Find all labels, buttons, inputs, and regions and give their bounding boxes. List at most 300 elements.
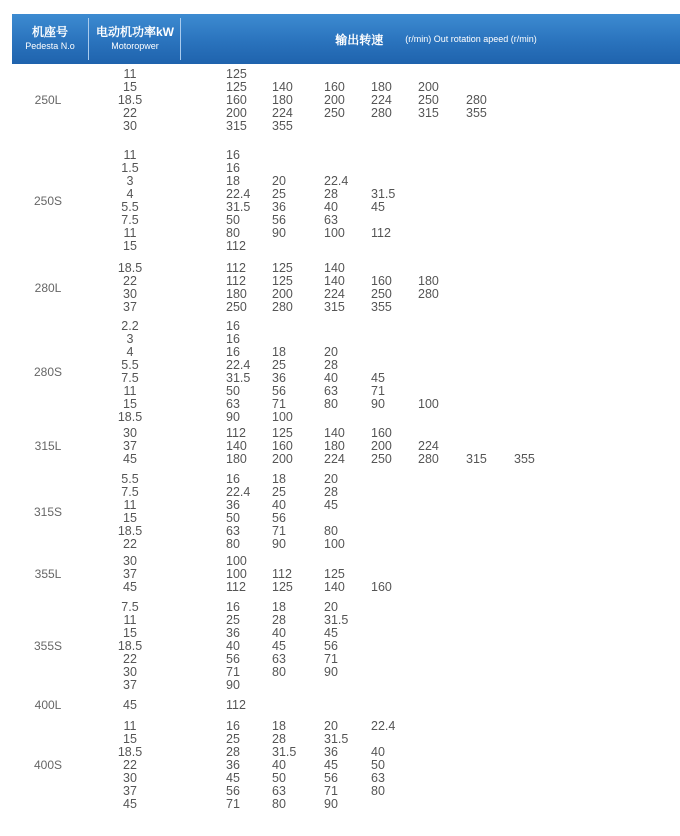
output-speed-value: 71 xyxy=(272,524,286,538)
output-speed-list xyxy=(226,320,666,424)
motor-power-value: 2.2 xyxy=(121,319,139,333)
output-speed-value: 20 xyxy=(324,345,338,359)
motor-power-value: 37 xyxy=(123,784,137,798)
output-speed-value: 200 xyxy=(272,287,293,301)
motor-power-value: 11 xyxy=(123,719,137,733)
output-speed-value: 31.5 xyxy=(324,732,349,746)
header-power-cn: 电动机功率kW xyxy=(95,25,174,39)
output-speed-value: 250 xyxy=(371,452,392,466)
output-speed-list xyxy=(226,68,666,133)
output-speed-value: 16 xyxy=(226,319,240,333)
table-row xyxy=(0,149,680,253)
output-speed-value: 90 xyxy=(272,226,286,240)
output-speed-value: 50 xyxy=(371,758,385,772)
motor-power-value: 45 xyxy=(123,797,137,811)
output-speed-value: 180 xyxy=(226,287,247,301)
table-row xyxy=(0,601,680,692)
pedestal-number: 400S xyxy=(33,758,63,772)
motor-power-value: 37 xyxy=(123,300,137,314)
output-speed-value: 80 xyxy=(371,784,385,798)
motor-power-list xyxy=(92,262,168,314)
output-speed-line xyxy=(226,640,666,653)
output-speed-value: 71 xyxy=(324,784,338,798)
output-speed-value: 112 xyxy=(371,226,391,240)
output-speed-line xyxy=(226,512,666,525)
motor-power-value: 45 xyxy=(123,580,137,594)
output-speed-line xyxy=(226,411,666,424)
output-speed-value: 56 xyxy=(226,784,240,798)
output-speed-value: 71 xyxy=(324,652,338,666)
output-speed-value: 56 xyxy=(324,771,338,785)
pedestal-number: 355L xyxy=(34,567,62,581)
output-speed-line xyxy=(226,679,666,692)
output-speed-value: 25 xyxy=(226,732,240,746)
output-speed-value: 16 xyxy=(226,161,240,175)
output-speed-value: 125 xyxy=(226,80,247,94)
motor-power-value: 15 xyxy=(123,732,137,746)
output-speed-value: 36 xyxy=(226,498,240,512)
output-speed-value: 63 xyxy=(324,213,338,227)
output-speed-value: 50 xyxy=(226,511,240,525)
output-speed-line xyxy=(226,227,666,240)
pedestal-number: 315L xyxy=(34,439,62,453)
output-speed-line xyxy=(226,346,666,359)
output-speed-list xyxy=(226,555,666,594)
output-speed-value: 160 xyxy=(272,439,293,453)
output-speed-value: 20 xyxy=(324,600,338,614)
output-speed-value: 224 xyxy=(324,287,345,301)
motor-power-value: 7.5 xyxy=(121,213,139,227)
output-speed-value: 56 xyxy=(226,652,240,666)
output-speed-value: 160 xyxy=(226,93,247,107)
output-speed-value: 355 xyxy=(272,119,293,133)
motor-power-value: 15 xyxy=(123,626,137,640)
header-pedestal-cn: 机座号 xyxy=(31,25,68,39)
motor-power-list xyxy=(92,149,168,253)
motor-power-list xyxy=(92,555,168,594)
output-speed-value: 22.4 xyxy=(324,174,349,188)
output-speed-value: 224 xyxy=(418,439,439,453)
output-speed-line xyxy=(226,162,666,175)
output-speed-line xyxy=(226,614,666,627)
table-row xyxy=(0,68,680,133)
output-speed-value: 71 xyxy=(226,665,240,679)
output-speed-line xyxy=(226,499,666,512)
output-speed-value: 250 xyxy=(324,106,345,120)
motor-power-value: 45 xyxy=(123,452,137,466)
motor-power-value: 11 xyxy=(123,613,137,627)
motor-power-value: 37 xyxy=(123,678,137,692)
output-speed-value: 280 xyxy=(418,452,439,466)
output-speed-value: 40 xyxy=(371,745,385,759)
output-speed-value: 355 xyxy=(371,300,392,314)
output-speed-value: 36 xyxy=(272,200,286,214)
output-speed-value: 20 xyxy=(324,719,338,733)
output-speed-list xyxy=(226,473,666,551)
motor-power-value: 18.5 xyxy=(117,524,143,538)
motor-power-value: 15 xyxy=(123,397,137,411)
motor-power-value: 15 xyxy=(123,511,137,525)
motor-power-value: 7.5 xyxy=(121,371,139,385)
output-speed-value: 80 xyxy=(324,397,338,411)
output-speed-value: 100 xyxy=(226,554,247,568)
table-row xyxy=(0,699,680,712)
output-speed-value: 125 xyxy=(272,580,293,594)
output-speed-value: 180 xyxy=(272,93,293,107)
output-speed-value: 28 xyxy=(324,485,338,499)
output-speed-value: 50 xyxy=(226,384,240,398)
output-speed-value: 125 xyxy=(324,567,345,581)
pedestal-number: 400L xyxy=(34,698,62,712)
output-speed-value: 36 xyxy=(226,758,240,772)
header-speed-cn: 输出转速 xyxy=(335,32,384,47)
output-speed-value: 355 xyxy=(514,452,535,466)
output-speed-value: 280 xyxy=(272,300,293,314)
output-speed-line xyxy=(226,785,666,798)
motor-power-value: 30 xyxy=(123,665,137,679)
output-speed-value: 112 xyxy=(272,567,292,581)
motor-power-list xyxy=(92,427,168,466)
output-speed-value: 125 xyxy=(272,261,293,275)
output-speed-value: 16 xyxy=(226,148,240,162)
output-speed-value: 100 xyxy=(324,537,345,551)
motor-power-value: 3 xyxy=(126,174,134,188)
output-speed-value: 180 xyxy=(324,439,345,453)
output-speed-value: 355 xyxy=(466,106,487,120)
output-speed-line xyxy=(226,653,666,666)
output-speed-value: 224 xyxy=(371,93,392,107)
output-speed-value: 140 xyxy=(324,261,345,275)
output-speed-value: 280 xyxy=(371,106,392,120)
table-row xyxy=(0,262,680,314)
motor-power-value: 4 xyxy=(126,187,134,201)
motor-power-value: 22 xyxy=(123,758,137,772)
output-speed-value: 40 xyxy=(226,639,240,653)
output-speed-value: 200 xyxy=(418,80,439,94)
output-speed-value: 31.5 xyxy=(324,613,349,627)
output-speed-value: 90 xyxy=(226,410,240,424)
output-speed-line xyxy=(226,486,666,499)
motor-power-value: 5.5 xyxy=(121,200,139,214)
output-speed-line xyxy=(226,538,666,551)
output-speed-list xyxy=(226,262,666,314)
output-speed-value: 45 xyxy=(324,498,338,512)
output-speed-value: 63 xyxy=(272,652,286,666)
output-speed-value: 25 xyxy=(226,613,240,627)
output-speed-value: 160 xyxy=(371,580,392,594)
output-speed-line xyxy=(226,201,666,214)
output-speed-value: 100 xyxy=(418,397,439,411)
motor-power-value: 11 xyxy=(123,67,137,81)
output-speed-value: 56 xyxy=(272,511,286,525)
output-speed-value: 140 xyxy=(324,580,345,594)
output-speed-value: 71 xyxy=(226,797,240,811)
output-speed-list xyxy=(226,699,666,712)
motor-power-value: 22 xyxy=(123,274,137,288)
pedestal-number: 355S xyxy=(33,639,63,653)
output-speed-value: 28 xyxy=(324,187,338,201)
output-speed-line xyxy=(226,666,666,679)
output-speed-value: 280 xyxy=(418,287,439,301)
motor-power-value: 7.5 xyxy=(121,485,139,499)
output-speed-value: 31.5 xyxy=(226,371,251,385)
output-speed-value: 28 xyxy=(324,358,338,372)
output-speed-value: 20 xyxy=(324,472,338,486)
motor-power-list xyxy=(92,320,168,424)
output-speed-line xyxy=(226,772,666,785)
output-speed-line xyxy=(226,333,666,346)
motor-power-value: 30 xyxy=(123,119,137,133)
motor-power-value: 30 xyxy=(123,771,137,785)
output-speed-value: 315 xyxy=(226,119,247,133)
motor-power-value: 18.5 xyxy=(117,639,143,653)
output-speed-line xyxy=(226,627,666,640)
motor-power-value: 1.5 xyxy=(121,161,139,175)
output-speed-value: 16 xyxy=(226,345,240,359)
output-speed-value: 28 xyxy=(272,613,286,627)
output-speed-value: 22.4 xyxy=(371,719,396,733)
output-speed-value: 18 xyxy=(226,174,240,188)
output-speed-value: 25 xyxy=(272,485,286,499)
output-speed-value: 100 xyxy=(226,567,247,581)
output-speed-value: 63 xyxy=(324,384,338,398)
output-speed-line xyxy=(226,798,666,811)
output-speed-value: 200 xyxy=(226,106,247,120)
header-power-en: Motoropwer xyxy=(111,41,159,51)
output-speed-value: 18 xyxy=(272,600,286,614)
output-speed-line xyxy=(226,746,666,759)
output-speed-value: 71 xyxy=(272,397,286,411)
output-speed-line xyxy=(226,214,666,227)
output-speed-line xyxy=(226,453,666,466)
motor-power-value: 11 xyxy=(123,148,137,162)
motor-power-value: 45 xyxy=(123,698,137,712)
motor-power-value: 30 xyxy=(123,426,137,440)
output-speed-value: 40 xyxy=(324,200,338,214)
output-speed-line xyxy=(226,175,666,188)
output-speed-value: 80 xyxy=(324,524,338,538)
motor-power-value: 4 xyxy=(126,345,134,359)
output-speed-value: 22.4 xyxy=(226,187,251,201)
motor-power-value: 5.5 xyxy=(121,358,139,372)
output-speed-value: 140 xyxy=(324,426,345,440)
output-speed-value: 112 xyxy=(226,239,246,253)
output-speed-value: 160 xyxy=(371,426,392,440)
output-speed-line xyxy=(226,240,666,253)
output-speed-value: 45 xyxy=(324,626,338,640)
motor-power-value: 18.5 xyxy=(117,745,143,759)
output-speed-value: 112 xyxy=(226,580,246,594)
motor-power-value: 11 xyxy=(123,498,137,512)
output-speed-value: 180 xyxy=(418,274,439,288)
motor-power-value: 22 xyxy=(123,537,137,551)
table-row xyxy=(0,473,680,551)
output-speed-value: 112 xyxy=(226,426,246,440)
motor-power-value: 37 xyxy=(123,439,137,453)
motor-power-value: 3 xyxy=(126,332,134,346)
output-speed-line xyxy=(226,699,666,712)
motor-power-value: 15 xyxy=(123,239,137,253)
output-speed-value: 31.5 xyxy=(272,745,297,759)
output-speed-value: 140 xyxy=(272,80,293,94)
output-speed-value: 20 xyxy=(272,174,286,188)
output-speed-value: 200 xyxy=(324,93,345,107)
output-speed-line xyxy=(226,149,666,162)
output-speed-value: 45 xyxy=(371,371,385,385)
motor-power-value: 18.5 xyxy=(117,261,143,275)
output-speed-value: 125 xyxy=(272,426,293,440)
output-speed-value: 63 xyxy=(272,784,286,798)
output-speed-line xyxy=(226,359,666,372)
motor-power-list xyxy=(92,720,168,811)
output-speed-value: 224 xyxy=(272,106,293,120)
output-speed-value: 63 xyxy=(371,771,385,785)
output-speed-value: 250 xyxy=(371,287,392,301)
output-speed-line xyxy=(226,320,666,333)
output-speed-value: 250 xyxy=(418,93,439,107)
output-speed-value: 56 xyxy=(272,384,286,398)
output-speed-value: 45 xyxy=(226,771,240,785)
motor-power-value: 30 xyxy=(123,554,137,568)
output-speed-value: 90 xyxy=(324,797,338,811)
header-pedestal-en: Pedesta N.o xyxy=(25,41,75,51)
output-speed-value: 100 xyxy=(272,410,293,424)
output-speed-value: 224 xyxy=(324,452,345,466)
output-speed-value: 25 xyxy=(272,187,286,201)
motor-power-list xyxy=(92,699,168,712)
output-speed-line xyxy=(226,555,666,568)
pedestal-number: 315S xyxy=(33,505,63,519)
output-speed-value: 315 xyxy=(418,106,439,120)
table-row xyxy=(0,320,680,424)
output-speed-value: 28 xyxy=(226,745,240,759)
output-speed-value: 16 xyxy=(226,332,240,346)
pedestal-number: 280S xyxy=(33,365,63,379)
output-speed-value: 22.4 xyxy=(226,485,251,499)
output-speed-value: 18 xyxy=(272,472,286,486)
output-speed-value: 90 xyxy=(272,537,286,551)
output-speed-value: 28 xyxy=(272,732,286,746)
output-speed-value: 100 xyxy=(324,226,345,240)
motor-power-value: 18.5 xyxy=(117,410,143,424)
output-speed-line xyxy=(226,301,666,314)
motor-power-value: 11 xyxy=(123,384,137,398)
output-speed-value: 16 xyxy=(226,719,240,733)
header-speed-en: (r/min) Out rotation apeed (r/min) xyxy=(405,34,537,44)
output-speed-line xyxy=(226,525,666,538)
output-speed-value: 140 xyxy=(324,274,345,288)
output-speed-value: 31.5 xyxy=(226,200,251,214)
output-speed-value: 36 xyxy=(324,745,338,759)
output-speed-value: 112 xyxy=(226,698,246,712)
output-speed-line xyxy=(226,372,666,385)
output-speed-value: 112 xyxy=(226,274,246,288)
output-speed-line xyxy=(226,581,666,594)
output-speed-value: 50 xyxy=(272,771,286,785)
output-speed-value: 16 xyxy=(226,472,240,486)
output-speed-value: 250 xyxy=(226,300,247,314)
pedestal-number: 250L xyxy=(34,93,62,107)
output-speed-value: 200 xyxy=(371,439,392,453)
motor-power-value: 22 xyxy=(123,106,137,120)
output-speed-value: 45 xyxy=(371,200,385,214)
table-row xyxy=(0,720,680,811)
output-speed-value: 160 xyxy=(371,274,392,288)
output-speed-value: 63 xyxy=(226,524,240,538)
output-speed-value: 18 xyxy=(272,345,286,359)
motor-power-value: 15 xyxy=(123,80,137,94)
output-speed-value: 90 xyxy=(371,397,385,411)
output-speed-value: 16 xyxy=(226,600,240,614)
motor-power-list xyxy=(92,473,168,551)
motor-power-value: 18.5 xyxy=(117,93,143,107)
output-speed-line xyxy=(226,720,666,733)
table-row xyxy=(0,427,680,466)
output-speed-line xyxy=(226,385,666,398)
output-speed-value: 80 xyxy=(226,226,240,240)
output-speed-value: 36 xyxy=(226,626,240,640)
output-speed-value: 200 xyxy=(272,452,293,466)
output-speed-value: 280 xyxy=(466,93,487,107)
output-speed-value: 40 xyxy=(272,758,286,772)
output-speed-value: 50 xyxy=(226,213,240,227)
output-speed-value: 36 xyxy=(272,371,286,385)
output-speed-line xyxy=(226,120,666,133)
output-speed-value: 180 xyxy=(371,80,392,94)
output-speed-line xyxy=(226,188,666,201)
output-speed-value: 45 xyxy=(272,639,286,653)
output-speed-value: 90 xyxy=(324,665,338,679)
motor-power-value: 37 xyxy=(123,567,137,581)
output-speed-value: 125 xyxy=(272,274,293,288)
output-speed-value: 40 xyxy=(272,626,286,640)
table-row xyxy=(0,555,680,594)
output-speed-list xyxy=(226,720,666,811)
output-speed-value: 45 xyxy=(324,758,338,772)
output-speed-line xyxy=(226,759,666,772)
output-speed-value: 25 xyxy=(272,358,286,372)
output-speed-list xyxy=(226,601,666,692)
output-speed-value: 40 xyxy=(272,498,286,512)
output-speed-list xyxy=(226,149,666,253)
output-speed-value: 71 xyxy=(371,384,385,398)
motor-power-value: 11 xyxy=(123,226,137,240)
output-speed-value: 31.5 xyxy=(371,187,396,201)
output-speed-value: 315 xyxy=(324,300,345,314)
output-speed-line xyxy=(226,601,666,614)
pedestal-number: 250S xyxy=(33,194,63,208)
output-speed-value: 180 xyxy=(226,452,247,466)
motor-power-value: 5.5 xyxy=(121,472,139,486)
motor-power-list xyxy=(92,601,168,692)
output-speed-value: 112 xyxy=(226,261,246,275)
motor-power-value: 30 xyxy=(123,287,137,301)
output-speed-value: 40 xyxy=(324,371,338,385)
output-speed-line xyxy=(226,473,666,486)
output-speed-value: 160 xyxy=(324,80,345,94)
output-speed-value: 80 xyxy=(226,537,240,551)
output-speed-value: 63 xyxy=(226,397,240,411)
pedestal-number: 280L xyxy=(34,281,62,295)
output-speed-value: 56 xyxy=(324,639,338,653)
motor-power-value: 22 xyxy=(123,652,137,666)
output-speed-value: 90 xyxy=(226,678,240,692)
output-speed-value: 56 xyxy=(272,213,286,227)
motor-power-value: 7.5 xyxy=(121,600,139,614)
output-speed-value: 80 xyxy=(272,665,286,679)
output-speed-value: 140 xyxy=(226,439,247,453)
output-speed-value: 125 xyxy=(226,67,247,81)
